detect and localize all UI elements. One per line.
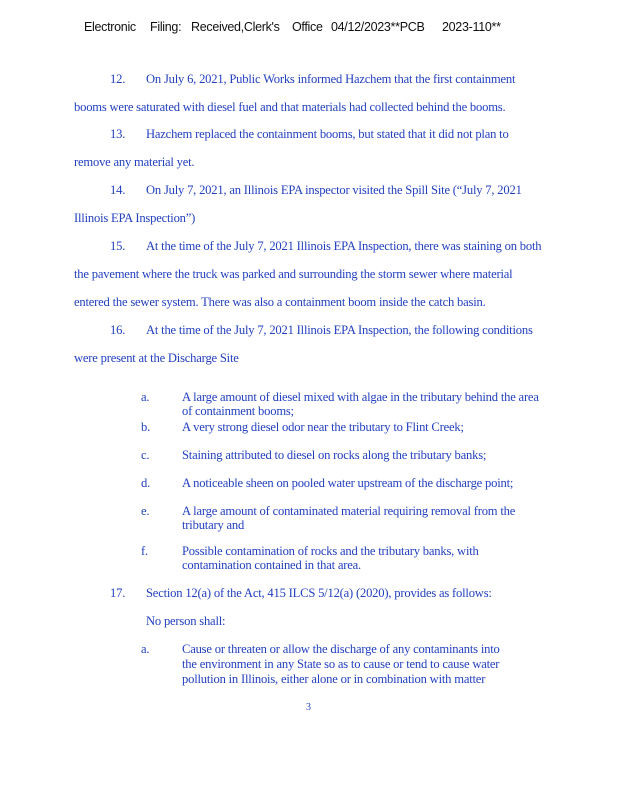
list-letter: a. — [141, 390, 150, 404]
paragraph-line: were present at the Discharge Site — [74, 351, 239, 365]
list-item-line: A large amount of diesel mixed with algae in the tributary behind the area — [182, 390, 539, 404]
paragraph-number: 12. — [110, 72, 126, 86]
list-item-line: Staining attributed to diesel on rocks along the tributary banks; — [182, 448, 487, 462]
page-number: 3 — [306, 702, 311, 713]
paragraph-number: 15. — [110, 239, 126, 253]
quote-line: the environment in any State so as to cause or tend to cause water — [182, 657, 500, 671]
header-part: Received,Clerk's — [191, 20, 280, 34]
paragraph-line: Hazchem replaced the containment booms, but stated that it did not plan to — [146, 127, 509, 141]
paragraph-line: At the time of the July 7, 2021 Illinois EPA Inspection, there was staining on both — [146, 239, 542, 253]
list-letter: e. — [141, 504, 150, 518]
list-item-line: A very strong diesel odor near the tributary to Flint Creek; — [182, 420, 464, 434]
list-item-line: of containment booms; — [182, 404, 294, 418]
paragraph-line: On July 7, 2021, an Illinois EPA inspector visited the Spill Site (“July 7, 2021 — [146, 183, 522, 197]
paragraph-number: 13. — [110, 127, 126, 141]
quote-line: pollution in Illinois, either alone or in combination with matter — [182, 672, 486, 686]
list-item-line: A large amount of contaminated material requiring removal from the — [182, 504, 516, 518]
paragraph-line: Illinois EPA Inspection”) — [74, 211, 196, 225]
paragraph-line: remove any material yet. — [74, 155, 195, 169]
list-letter: d. — [141, 476, 151, 490]
paragraph-line: On July 6, 2021, Public Works informed Hazchem that the first containment — [146, 72, 516, 86]
header-part: Filing: — [150, 20, 182, 34]
paragraph-number: 17. — [110, 586, 126, 600]
list-item-line: contamination contained in that area. — [182, 558, 361, 572]
list-item-line: Possible contamination of rocks and the tributary banks, with — [182, 544, 479, 558]
quote-intro: No person shall: — [146, 614, 226, 628]
paragraph-line: Section 12(a) of the Act, 415 ILCS 5/12(a) (2020), provides as follows: — [146, 586, 492, 600]
header-part: 04/12/2023**PCB — [331, 20, 425, 34]
list-letter: c. — [141, 448, 150, 462]
list-letter: b. — [141, 420, 151, 434]
header-part: Electronic — [84, 20, 136, 34]
paragraph-number: 14. — [110, 183, 126, 197]
paragraph-number: 16. — [110, 323, 126, 337]
quote-line: Cause or threaten or allow the discharge of any contaminants into — [182, 642, 500, 656]
list-letter: a. — [141, 642, 150, 656]
paragraph-line: entered the sewer system. There was also a containment boom inside the catch basin. — [74, 295, 486, 309]
header-part: 2023-110** — [442, 20, 501, 34]
paragraph-line: the pavement where the truck was parked and surrounding the storm sewer where material — [74, 267, 513, 281]
list-letter: f. — [141, 544, 148, 558]
paragraph-line: booms were saturated with diesel fuel and that materials had collected behind the booms. — [74, 100, 506, 114]
list-item-line: A noticeable sheen on pooled water upstream of the discharge point; — [182, 476, 514, 490]
paragraph-line: At the time of the July 7, 2021 Illinois EPA Inspection, the following conditions — [146, 323, 533, 337]
header-part: Office — [292, 20, 323, 34]
list-item-line: tributary and — [182, 518, 245, 532]
